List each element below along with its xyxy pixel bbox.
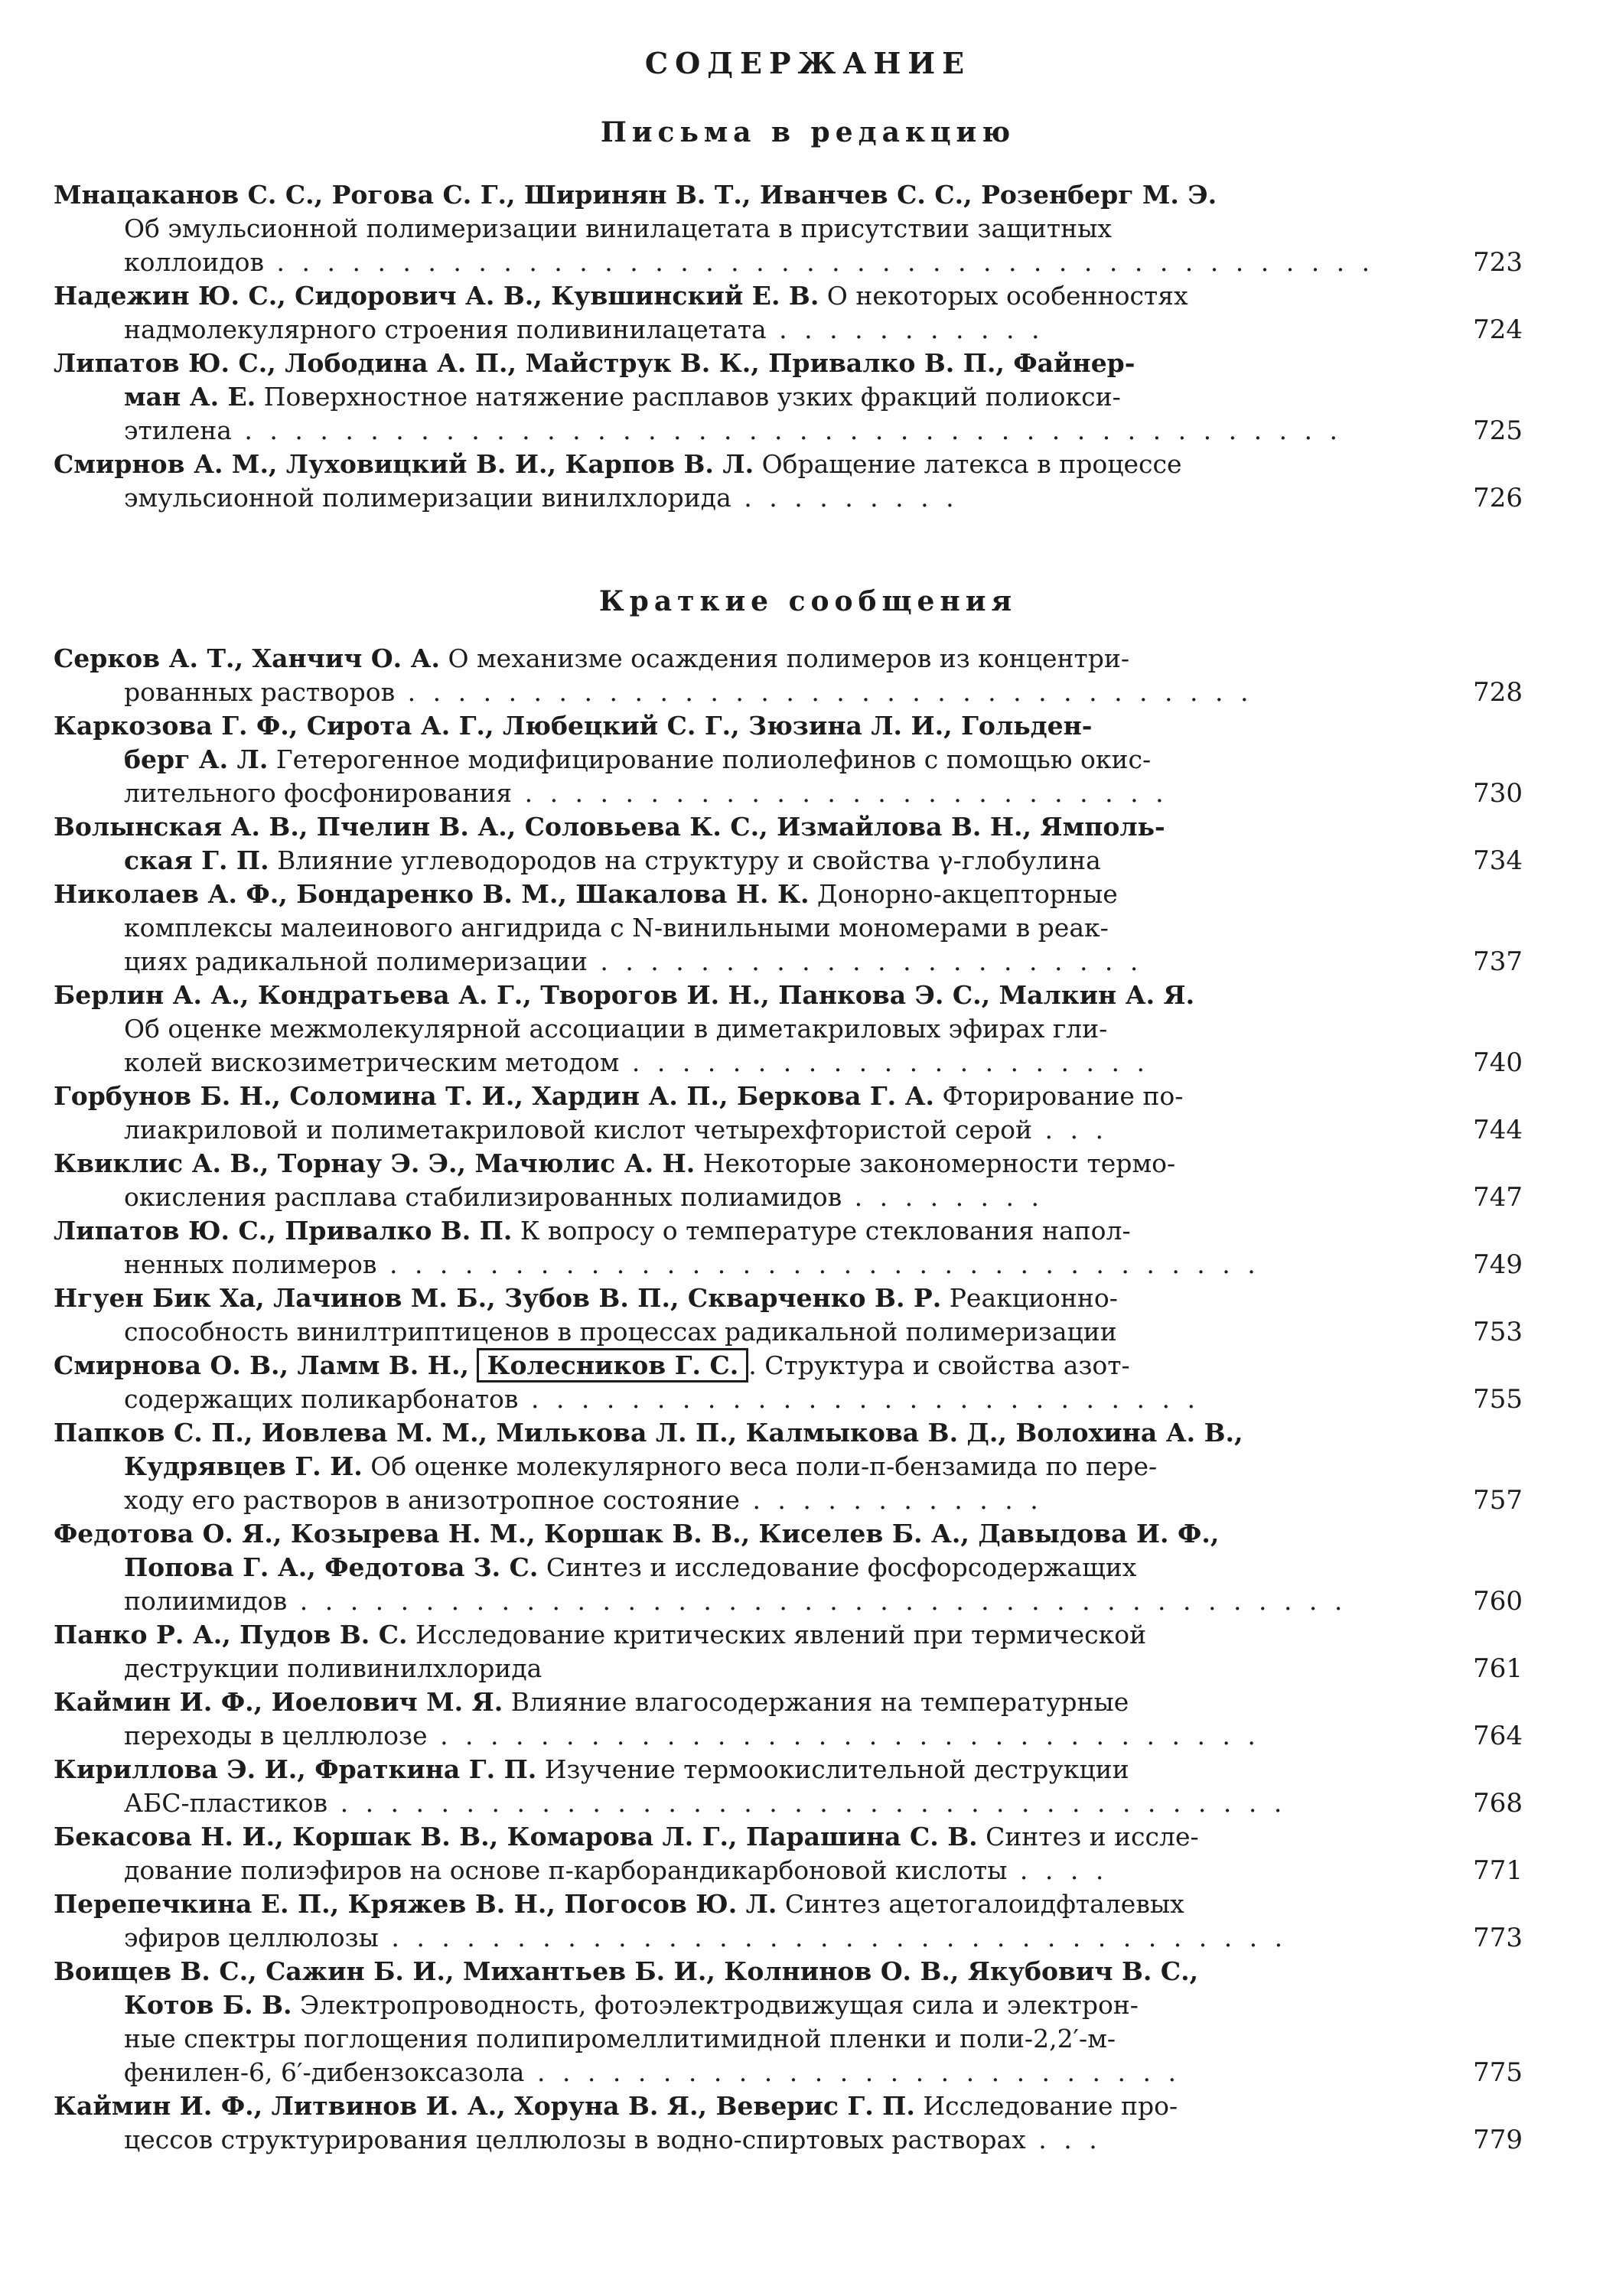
toc-entry-line [54, 979, 1423, 1012]
entry-authors: Каркозова Г. Ф., Сирота А. Г., Любецкий С. Г., Зюзина Л. И., Гольден- [54, 711, 1093, 741]
toc-entry-line [54, 313, 1423, 347]
toc-entry-line [54, 1988, 1423, 2022]
entry-title: Изучение термоокислительной деструкции [536, 1754, 1129, 1784]
entry-title: Влияние влагосодержания на температурные [503, 1687, 1129, 1717]
toc-entry-line [54, 2056, 1423, 2089]
page-number: 740 [1473, 1047, 1523, 1078]
entry-title: Синтез и иссле- [977, 1822, 1199, 1851]
entry-title: Синтез ацетогалоидфталевых [777, 1889, 1184, 1919]
entry-authors: Надежин Ю. С., Сидорович А. В., Кувшинский Е. В. [54, 281, 819, 311]
entry-authors: Смирнова О. В., Ламм В. Н., [54, 1350, 469, 1380]
entry-authors: Воищев В. С., Сажин Б. И., Михантьев Б. И., Колнинов О. В., Якубович В. С., [54, 1956, 1199, 1986]
page-number: 771 [1473, 1855, 1523, 1886]
toc-entry-line [54, 810, 1423, 844]
entry-authors: Серков А. Т., Ханчич О. А. [54, 643, 440, 673]
leader-dots: . . . . . . . . [842, 1182, 1044, 1212]
toc-entry-line [54, 743, 1423, 777]
page-number: 737 [1473, 946, 1523, 977]
entry-authors: Горбунов Б. Н., Соломина Т. И., Хардин А. П., Беркова Г. А. [54, 1081, 935, 1111]
leader-dots: . . . . . . . . . . . . . . . . . . . . . . . . . . . . . . . . . . . . . . . . . . [287, 1586, 1347, 1616]
toc-entry-line [54, 448, 1423, 481]
toc-entry-line [54, 676, 1423, 709]
toc-entry-line [54, 777, 1423, 810]
leader-dots: . . . [1025, 2125, 1102, 2154]
entry-title: этилена [124, 415, 232, 445]
page-number: 755 [1473, 1384, 1523, 1415]
toc-entry-line [54, 1820, 1423, 1854]
page-number: 761 [1473, 1653, 1523, 1684]
toc-section-letters [54, 178, 1523, 515]
toc-entry[interactable] [54, 1618, 1523, 1685]
entry-title: коллоидов [124, 247, 265, 277]
entry-title: фенилен-6, 6′-дибензоксазола [124, 2057, 525, 2087]
toc-entry-line [54, 709, 1423, 743]
toc-entry[interactable] [54, 1955, 1523, 2089]
entry-title: содержащих поликарбонатов [124, 1384, 519, 1414]
entry-authors: Смирнов А. М., Луховицкий В. И., Карпов В. Л. [54, 449, 754, 479]
entry-authors: Каймин И. Ф., Литвинов И. А., Хоруна В. Я., Веверис Г. П. [54, 2091, 915, 2121]
page-number: 753 [1473, 1317, 1523, 1347]
entry-title: ходу его растворов в анизотропное состояние [124, 1485, 740, 1515]
leader-dots: . . . . . . . . . . . . . . . . . . . . . . [587, 946, 1143, 976]
entry-title: переходы в целлюлозе [124, 1721, 428, 1750]
entry-title: АБС-пластиков [124, 1788, 328, 1818]
entry-title: рованных растворов [124, 677, 396, 707]
entry-authors: Федотова О. Я., Козырева Н. М., Коршак В. В., Киселев Б. А., Давыдова И. Ф., [54, 1519, 1220, 1549]
entry-authors: Кудрявцев Г. И. [124, 1451, 363, 1481]
toc-section-short-communications [54, 642, 1523, 2157]
page-number: 779 [1473, 2125, 1523, 2155]
toc-entry-line [54, 414, 1423, 448]
toc-entry-line [54, 1854, 1423, 1887]
entry-authors: Квиклис А. В., Торнау Э. Э., Мачюлис А. Н. [54, 1148, 696, 1178]
toc-entry-line [54, 1618, 1423, 1652]
toc-entry[interactable] [54, 979, 1523, 1080]
entry-title: Фторирование по- [934, 1081, 1184, 1111]
leader-dots: . . . [1032, 1115, 1109, 1145]
toc-entry[interactable] [54, 178, 1523, 279]
toc-entry-line [54, 1887, 1423, 1921]
entry-authors: Папков С. П., Иовлева М. М., Милькова Л. П., Калмыкова В. Д., Волохина А. В., [54, 1418, 1243, 1448]
toc-entry[interactable] [54, 1147, 1523, 1214]
leader-dots: . . . . [1007, 1855, 1109, 1885]
page-number: 725 [1473, 415, 1523, 446]
page-title: СОДЕРЖАНИЕ [644, 46, 972, 80]
toc-entry-line [54, 642, 1423, 676]
entry-authors: ман А. Е. [124, 382, 256, 412]
toc-entry-line [54, 1551, 1423, 1584]
page-number: 730 [1473, 778, 1523, 809]
entry-title: О механизме осаждения полимеров из концентри- [439, 643, 1130, 673]
toc-entry-line [54, 246, 1423, 279]
toc-entry[interactable] [54, 448, 1523, 515]
toc-entry[interactable] [54, 810, 1523, 878]
toc-entry[interactable] [54, 279, 1523, 347]
toc-entry-line [54, 178, 1423, 212]
entry-title: Влияние углеводородов на структуру и свойства γ-глобулина [269, 845, 1101, 875]
page-number: 764 [1473, 1721, 1523, 1751]
leader-dots: . . . . . . . . . . . . . . . . . . . . . . . . . . . . . . . . . . [395, 677, 1253, 707]
toc-entry-line [54, 911, 1423, 945]
entry-title: К вопросу о температуре стеклования напол- [512, 1216, 1131, 1246]
entry-title: цессов структурирования целлюлозы в водно-спиртовых растворах [124, 2125, 1026, 2154]
page-number: 773 [1473, 1923, 1523, 1953]
section-heading-short-communications: Краткие сообщения [598, 585, 1018, 617]
entry-authors: Панко Р. А., Пудов В. С. [54, 1620, 408, 1650]
section-heading-letters: Письма в редакцию [600, 116, 1016, 148]
entry-title: надмолекулярного строения поливинилацетата [124, 314, 767, 344]
leader-dots: . . . . . . . . . . . . . . . . . . . . . . . . . . . . . . . . . . . . [378, 1923, 1288, 1952]
entry-title: Обращение латекса в процессе [754, 449, 1182, 479]
toc-entry-line [54, 1652, 1423, 1685]
toc-entry-line [54, 2022, 1423, 2056]
toc-entry-line [54, 1685, 1423, 1719]
toc-entry-line [54, 1786, 1423, 1820]
entry-authors: Мнацаканов С. С., Рогова С. Г., Ширинян В. Т., Иванчев С. С., Розенберг М. Э. [54, 180, 1217, 210]
entry-title: Некоторые закономерности термо- [695, 1148, 1176, 1178]
entry-title: Об оценке молекулярного веса поли-п-бензамида по пере- [362, 1451, 1158, 1481]
entry-title: способность винилтриптиценов в процессах радикальной полимеризации [124, 1317, 1117, 1347]
entry-title: циях радикальной полимеризации [124, 946, 588, 976]
toc-entry[interactable] [54, 1214, 1523, 1282]
leader-dots: . . . . . . . . . . . . . . . . . . . . . . . . . . . . . . . . . . . . . . . . . . . . [231, 415, 1343, 445]
entry-title: Исследование критических явлений при термической [407, 1620, 1147, 1650]
page-number: 726 [1473, 483, 1523, 513]
leader-dots: . . . . . . . . . . . . . . . . . . . . . . . . . . . . . . . . . . . [376, 1249, 1260, 1279]
page-number: 768 [1473, 1788, 1523, 1819]
toc-entry-line [54, 1214, 1423, 1248]
toc-entry[interactable] [54, 642, 1523, 709]
toc-entry[interactable] [54, 1080, 1523, 1147]
toc-entry-line [54, 1248, 1423, 1282]
leader-dots: . . . . . . . . . . . . . . . . . . . . . . . . . . [512, 778, 1168, 808]
page-number: 757 [1473, 1485, 1523, 1516]
toc-entry-line [54, 1382, 1423, 1416]
leader-dots: . . . . . . . . . . . . . . . . . . . . . . . . . . . [518, 1384, 1200, 1414]
entry-title: Исследование про- [914, 2091, 1178, 2121]
entry-authors: Липатов Ю. С., Привалко В. П. [54, 1216, 513, 1246]
entry-authors: Берлин А. А., Кондратьева А. Г., Творогов И. Н., Панкова Э. С., Малкин А. Я. [54, 980, 1195, 1010]
page-number: 760 [1473, 1586, 1523, 1617]
entry-authors: берг А. Л. [124, 744, 269, 774]
entry-title: Реакционно- [941, 1283, 1118, 1313]
toc-entry-line [54, 2123, 1423, 2157]
toc-entry[interactable] [54, 1517, 1523, 1618]
toc-entry-line [54, 1113, 1423, 1147]
toc-entry[interactable] [54, 1416, 1523, 1517]
toc-entry[interactable] [54, 347, 1523, 448]
toc-entry-line [54, 481, 1423, 515]
toc-entry[interactable] [54, 709, 1523, 810]
entry-title: дование полиэфиров на основе п-карборандикарбоновой кислоты [124, 1855, 1008, 1885]
entry-authors: Кириллова Э. И., Фраткина Г. П. [54, 1754, 537, 1784]
entry-authors: Нгуен Бик Ха, Лачинов М. Б., Зубов В. П., Скварченко В. Р. [54, 1283, 942, 1313]
toc-entry-line [54, 945, 1423, 979]
entry-title: полиимидов [124, 1586, 288, 1616]
entry-title: деструкции поливинилхлорида [124, 1653, 542, 1683]
entry-title: . Структура и свойства азот- [748, 1350, 1130, 1380]
toc-entry-line [54, 1517, 1423, 1551]
entry-authors: ская Г. П. [124, 845, 269, 875]
toc-entry-line [54, 1315, 1423, 1349]
page-number: 728 [1473, 677, 1523, 708]
toc-entry-line [54, 1753, 1423, 1786]
toc-entry-line [54, 1181, 1423, 1214]
toc-entry-line [54, 2089, 1423, 2123]
entry-title: лительного фосфонирования [124, 778, 513, 808]
leader-dots: . . . . . . . . . . . . . . . . . . . . . . . . . . . . . . . . . [427, 1721, 1260, 1750]
entry-authors: Волынская А. В., Пчелин В. А., Соловьева К. С., Измайлова В. Н., Ямполь- [54, 812, 1165, 842]
leader-dots: . . . . . . . . . . . . . . . . . . . . . . . . . . [524, 2057, 1181, 2087]
toc-entry[interactable] [54, 1753, 1523, 1820]
toc-entry-line [54, 1955, 1423, 1988]
entry-title: колей вискозиметрическим методом [124, 1047, 620, 1077]
entry-authors: Каймин И. Ф., Иоелович М. Я. [54, 1687, 503, 1717]
toc-entry[interactable] [54, 1282, 1523, 1349]
entry-title: Гетерогенное модифицирование полиолефинов с помощью окис- [268, 744, 1152, 774]
entry-title: Синтез и исследование фосфорсодержащих [538, 1552, 1137, 1582]
toc-entry-line [54, 1080, 1423, 1113]
entry-title: эмульсионной полимеризации винилхлорида [124, 483, 731, 513]
entry-title: ные спектры поглощения полипиромеллитимидной пленки и поли-2,2′-м- [124, 2024, 1116, 2053]
toc-entry-line [54, 347, 1423, 380]
page-number: 749 [1473, 1249, 1523, 1280]
toc-entry-line [54, 1282, 1423, 1315]
toc-entry-line [54, 844, 1423, 878]
page-number: 734 [1473, 845, 1523, 876]
toc-entry-line [54, 1147, 1423, 1181]
entry-authors: Липатов Ю. С., Лободина А. П., Майструк В. К., Привалко В. П., Файнер- [54, 348, 1135, 378]
entry-title: окисления расплава стабилизированных полиамидов [124, 1182, 842, 1212]
entry-authors-boxed: Колесников Г. С. [477, 1348, 748, 1382]
leader-dots: . . . . . . . . . [731, 483, 959, 513]
entry-authors: Перепечкина Е. П., Кряжев В. Н., Погосов Ю. Л. [54, 1889, 777, 1919]
entry-title: комплексы малеинового ангидрида с N-винильными мономерами в реак- [124, 913, 1109, 943]
toc-entry-line [54, 878, 1423, 911]
toc-entry-line [54, 1012, 1423, 1046]
page-number: 723 [1473, 247, 1523, 278]
toc-entry[interactable] [54, 1820, 1523, 1887]
toc-entry[interactable] [54, 1685, 1523, 1753]
toc-entry-line [54, 1921, 1423, 1955]
toc-entry[interactable] [54, 2089, 1523, 2157]
leader-dots: . . . . . . . . . . . . . . . . . . . . . . . . . . . . . . . . . . . . . . . . . . . . [264, 247, 1375, 277]
leader-dots: . . . . . . . . . . . . . . . . . . . . . [619, 1047, 1149, 1077]
entry-authors: Бекасова Н. И., Коршак В. В., Комарова Л. Г., Парашина С. В. [54, 1822, 978, 1851]
entry-title: Донорно-акцепторные [809, 879, 1118, 909]
entry-title: Об эмульсионной полимеризации винилацетата в присутствии защитных [124, 213, 1113, 243]
toc-entry-line [54, 1719, 1423, 1753]
entry-title: эфиров целлюлозы [124, 1923, 379, 1952]
leader-dots: . . . . . . . . . . . [766, 314, 1044, 344]
toc-entry[interactable] [54, 1349, 1523, 1416]
page-number: 775 [1473, 2057, 1523, 2088]
page-number: 747 [1473, 1182, 1523, 1213]
entry-title: Поверхностное натяжение расплавов узких фракций полиокси- [256, 382, 1121, 412]
entry-title: Об оценке межмолекулярной ассоциации в диметакриловых эфирах гли- [124, 1014, 1108, 1044]
toc-entry[interactable] [54, 1887, 1523, 1955]
toc-entry-line [54, 279, 1423, 313]
toc-entry-line [54, 1046, 1423, 1080]
entry-authors: Котов Б. В. [124, 1990, 292, 2020]
leader-dots: . . . . . . . . . . . . . . . . . . . . . . . . . . . . . . . . . . . . . . [327, 1788, 1287, 1818]
toc-entry-line [54, 1483, 1423, 1517]
toc-entry[interactable] [54, 878, 1523, 979]
toc-entry-line [54, 1450, 1423, 1483]
entry-title: О некоторых особенностях [819, 281, 1188, 311]
toc-entry-line [54, 380, 1423, 414]
toc-entry-line [54, 1416, 1423, 1450]
entry-title: ненных полимеров [124, 1249, 377, 1279]
leader-dots: . . . . . . . . . . . . [739, 1485, 1043, 1515]
toc-entry-line [54, 1349, 1423, 1382]
entry-title: Электропроводность, фотоэлектродвижущая сила и электрон- [292, 1990, 1139, 2020]
entry-authors: Попова Г. А., Федотова З. С. [124, 1552, 539, 1582]
page-number: 724 [1473, 314, 1523, 345]
page-number: 744 [1473, 1115, 1523, 1145]
toc-entry-line [54, 1584, 1423, 1618]
toc-entry-line [54, 212, 1423, 246]
entry-title: лиакриловой и полиметакриловой кислот четырехфтористой серой [124, 1115, 1033, 1145]
entry-authors: Николаев А. Ф., Бондаренко В. М., Шакалова Н. К. [54, 879, 810, 909]
